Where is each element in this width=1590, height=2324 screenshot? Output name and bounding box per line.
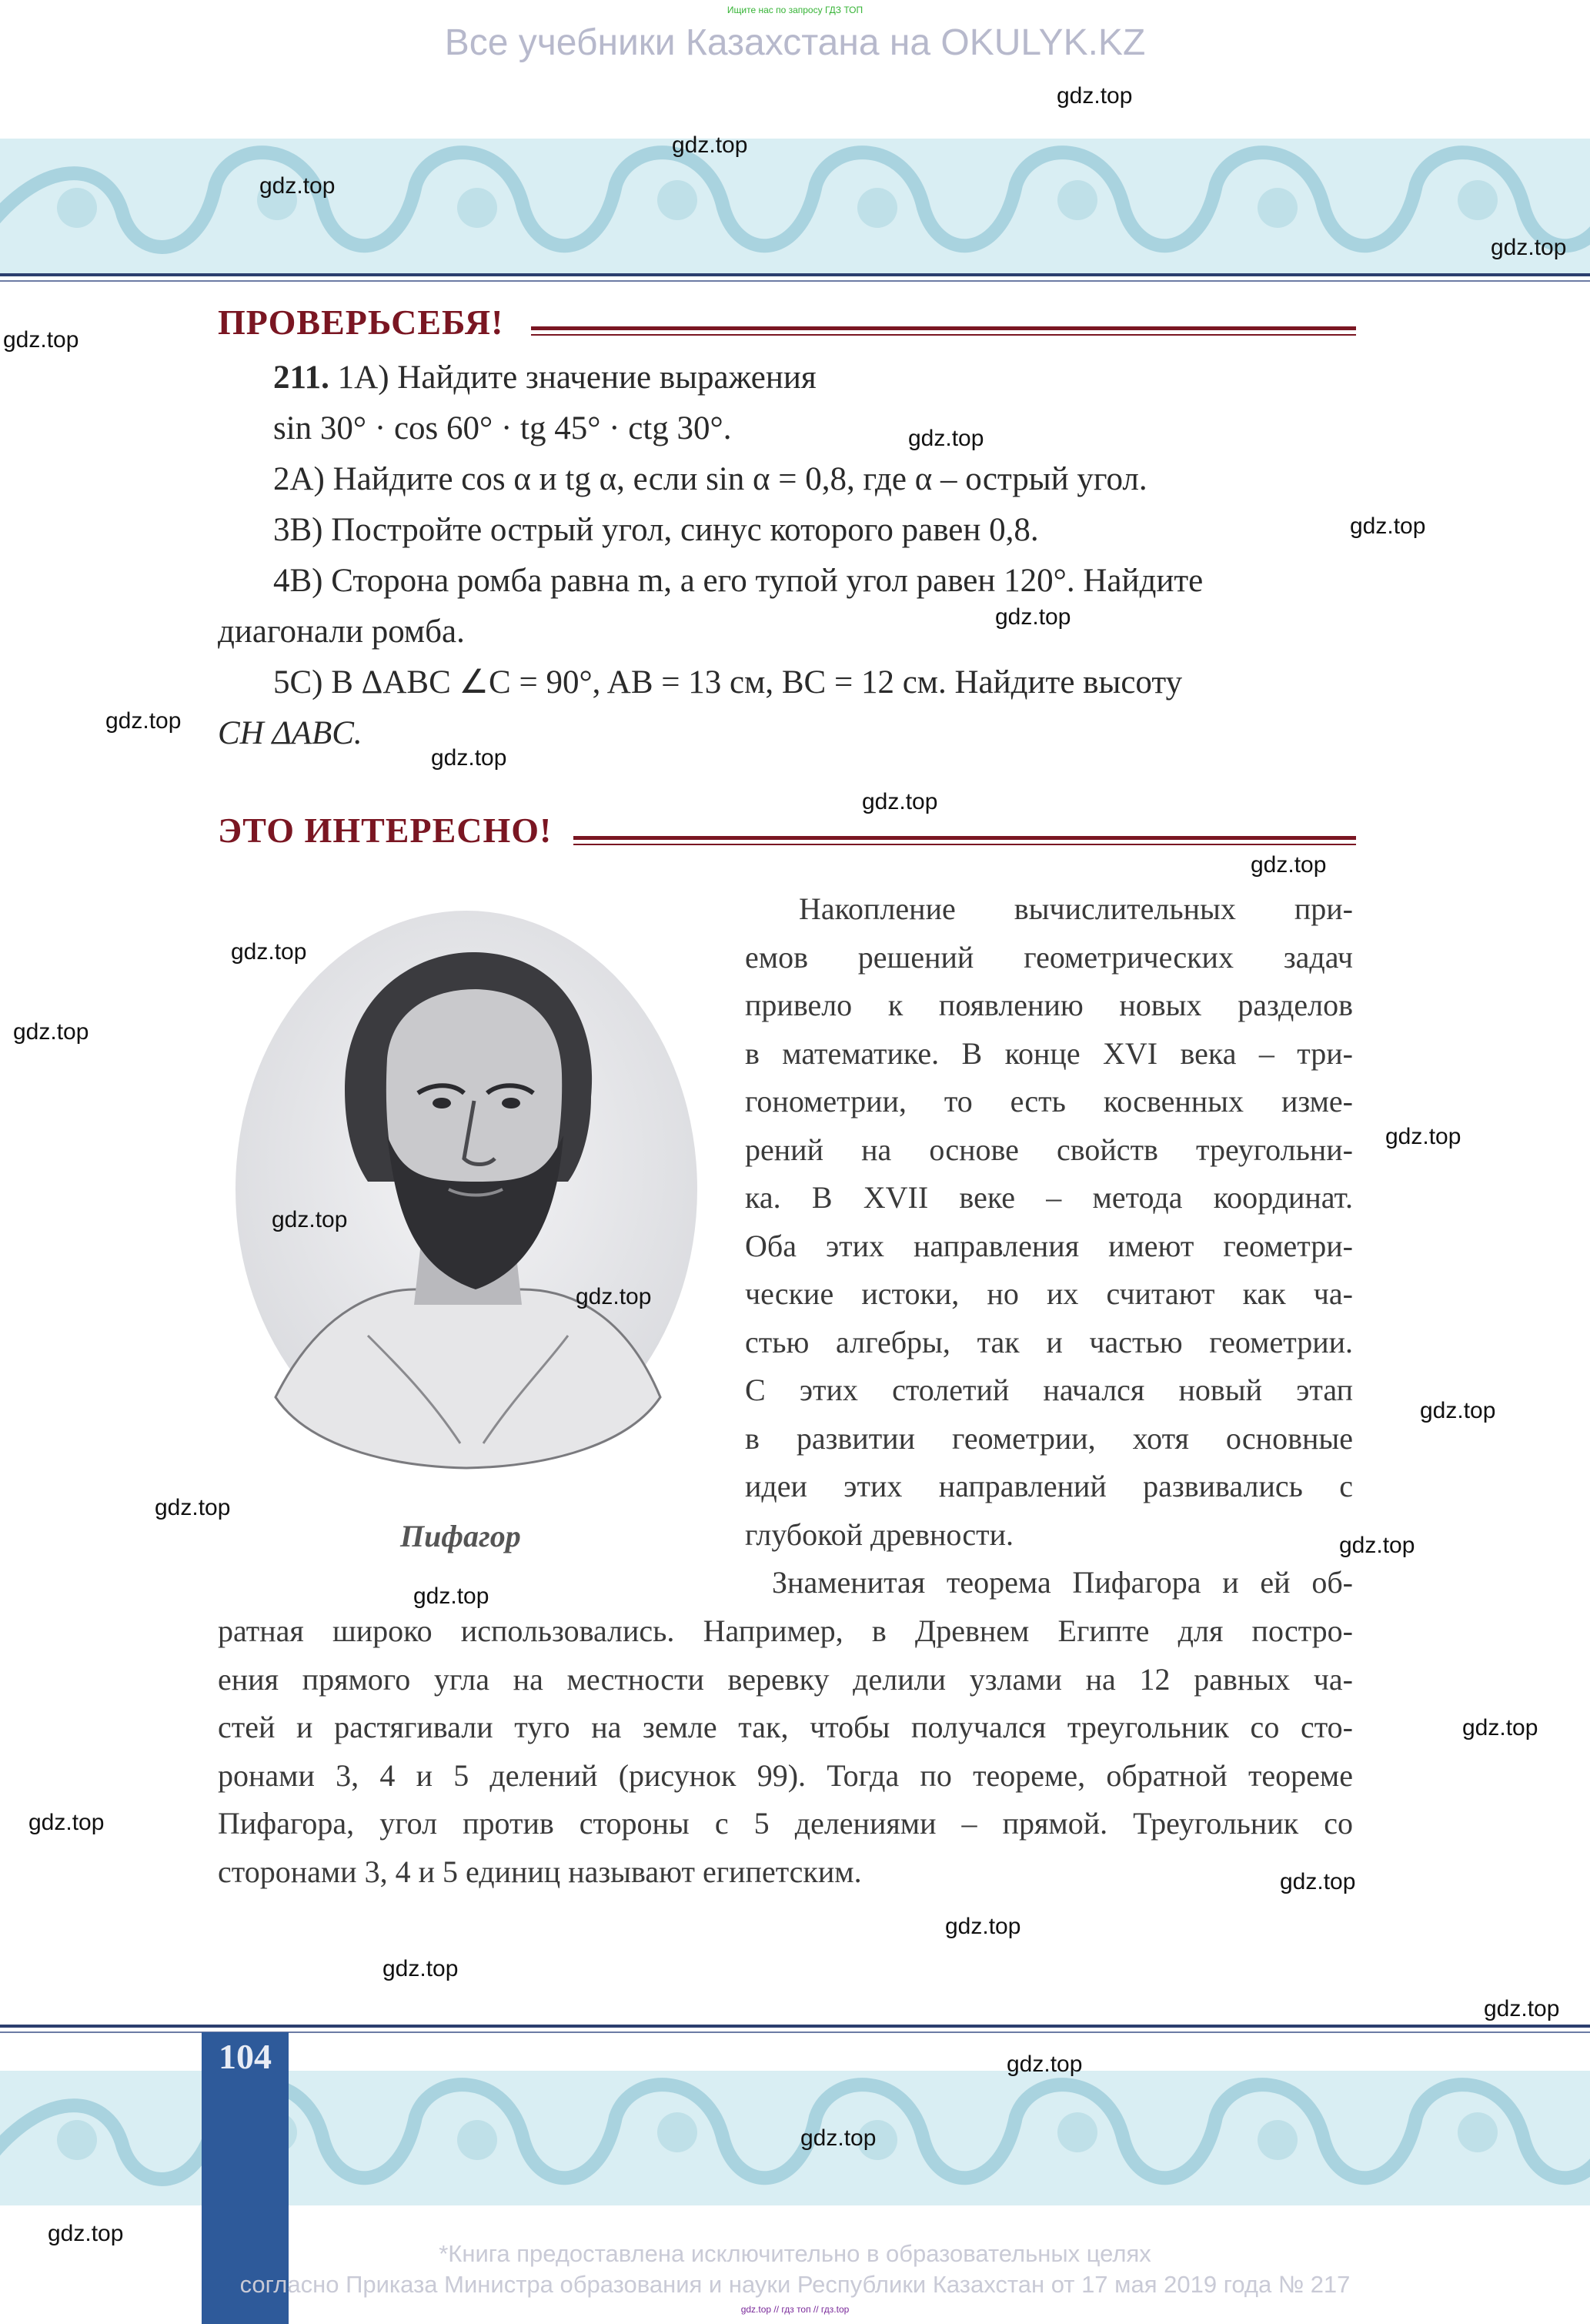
text-line: ронами 3, 4 и 5 делений (рисунок 99). Тогда по теореме, обратной теореме: [218, 1757, 1353, 1793]
interesting-full-text: [218, 1607, 1356, 1896]
watermark: gdz.top: [800, 2125, 877, 2151]
watermark: gdz.top: [1350, 513, 1426, 539]
text-line: ка. В XVII веке – метода координат.: [745, 1180, 1353, 1215]
text-line: привело к появлению новых разделов: [745, 988, 1353, 1022]
exercise-line: 4В) Сторона ромба равна m, а его тупой угол равен 120°. Найдите: [273, 563, 1204, 599]
interesting-column-text: [745, 885, 1353, 1607]
pythagoras-portrait: [229, 905, 703, 1474]
watermark: gdz.top: [28, 1810, 105, 1835]
watermark: gdz.top: [1339, 1533, 1415, 1558]
top-rule-thin: [0, 280, 1590, 282]
watermark: gdz.top: [908, 426, 984, 451]
footer-notice: *Книга предоставлена исключительно в образовательных целях: [439, 2240, 1151, 2267]
text-line: сторонами 3, 4 и 5 единиц называют египетским.: [218, 1854, 862, 1889]
text-line: Знаменитая теорема Пифагора и ей об-: [772, 1565, 1353, 1600]
heading-rule-thin: [531, 334, 1356, 336]
watermark: gdz.top: [155, 1495, 231, 1520]
watermark: gdz.top: [862, 789, 938, 814]
watermark: gdz.top: [945, 1914, 1021, 1939]
portrait-caption: Пифагор: [400, 1519, 521, 1553]
exercise-block: [218, 353, 1357, 759]
search-hint: Ищите нас по запросу ГДЗ ТОП: [727, 5, 863, 15]
text-line: стью алгебры, так и частью геометрии.: [745, 1324, 1353, 1359]
text-line: Оба этих направления имеют геометри-: [745, 1228, 1353, 1263]
watermark: gdz.top: [1385, 1124, 1461, 1149]
watermark: gdz.top: [1484, 1996, 1560, 2021]
text-line: рений на основе свойств треугольни-: [745, 1132, 1353, 1167]
watermark: gdz.top: [1420, 1398, 1496, 1423]
watermark: gdz.top: [231, 939, 307, 965]
watermark: gdz.top: [105, 708, 182, 734]
watermark: gdz.top: [1280, 1869, 1356, 1894]
text-line: стей и растягивали туго на земле так, чтобы получался треугольник со сто-: [218, 1710, 1353, 1744]
top-ornament-band: [0, 139, 1590, 273]
exercise-line: диагонали ромба.: [218, 614, 465, 650]
watermark: gdz.top: [48, 2221, 124, 2246]
text-line: емов решений геометрических задач: [745, 939, 1353, 975]
watermark: gdz.top: [1007, 2051, 1083, 2077]
exercise-line: sin 30° · cos 60° · tg 45° · ctg 30°.: [273, 410, 732, 446]
bottom-rule: [0, 2025, 1590, 2028]
text-line: ратная широко использовались. Например, в Древнем Египте для постро-: [218, 1613, 1353, 1648]
watermark: gdz.top: [1057, 83, 1133, 109]
watermark: gdz.top: [1251, 852, 1327, 878]
watermark: gdz.top: [672, 132, 748, 158]
watermark: gdz.top: [1462, 1715, 1538, 1740]
watermark: gdz.top: [431, 745, 507, 771]
watermark: gdz.top: [13, 1019, 89, 1045]
watermark: gdz.top: [1491, 235, 1567, 260]
exercise-line: 5С) В ΔABC ∠C = 90°, AB = 13 см, BC = 12 см. Найдите высоту: [273, 664, 1183, 701]
interesting-section-title: ЭТО ИНТЕРЕСНО!: [218, 811, 553, 850]
exercise-line: 2А) Найдите cos α и tg α, если sin α = 0,8, где α – острый угол.: [273, 461, 1147, 497]
heading-rule-thin: [573, 844, 1356, 845]
heading-rule: [531, 326, 1356, 330]
watermark: gdz.top: [3, 327, 79, 353]
check-section-title: ПРОВЕРЬСЕБЯ!: [218, 303, 504, 342]
exercise-line: 1А) Найдите значение выражения: [337, 359, 817, 396]
text-line: в развитии геометрии, хотя основные: [745, 1420, 1353, 1456]
text-line: ения прямого угла на местности веревку делили узлами на 12 равных ча-: [218, 1661, 1353, 1697]
watermark: gdz.top: [413, 1583, 489, 1609]
text-line: идеи этих направлений развивались с: [745, 1469, 1353, 1503]
text-line: С этих столетий начался новый этап: [745, 1373, 1353, 1407]
text-line: Пифагора, угол против стороны с 5 делениями – прямой. Треугольник со: [218, 1806, 1353, 1841]
text-line: глубокой древности.: [745, 1516, 1014, 1552]
text-line: в математике. В конце XVI века – три-: [745, 1035, 1353, 1071]
site-title[interactable]: Все учебники Казахстана на OKULYK.KZ: [444, 22, 1146, 63]
exercise-line: 3В) Постройте острый угол, синус которого равен 0,8.: [273, 512, 1039, 548]
watermark: gdz.top: [259, 173, 336, 199]
page-number: 104: [219, 2037, 272, 2076]
problem-number: 211.: [273, 359, 329, 396]
heading-rule: [573, 836, 1356, 840]
footer-tiny: gdz.top // гдз топ // гдз.top: [740, 2304, 850, 2315]
watermark: gdz.top: [272, 1207, 348, 1232]
footer-order: согласно Приказа Министра образования и науки Республики Казахстан от 17 мая 2019 года № 217: [239, 2271, 1351, 2298]
exercise-line: CH ΔABC.: [218, 715, 362, 751]
text-line: ческие истоки, но их считают как ча-: [745, 1276, 1353, 1311]
top-rule: [0, 273, 1590, 276]
text-line: гонометрии, то есть косвенных изме-: [745, 1084, 1353, 1119]
watermark: gdz.top: [576, 1284, 652, 1309]
watermark: gdz.top: [382, 1956, 459, 1981]
watermark: gdz.top: [995, 604, 1071, 630]
text-line: Накопление вычислительных при-: [799, 891, 1353, 926]
